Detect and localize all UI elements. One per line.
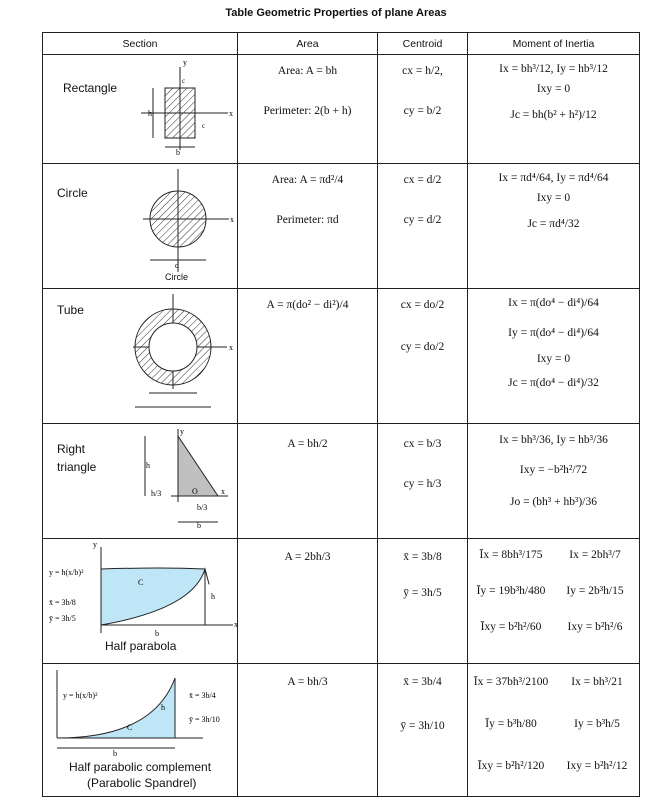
svg-text:b: b bbox=[176, 148, 180, 157]
row-label: Half parabola bbox=[105, 639, 177, 653]
svg-text:c: c bbox=[202, 122, 206, 130]
table-row bbox=[43, 164, 640, 289]
row-label: (Parabolic Spandrel) bbox=[87, 776, 197, 790]
svg-text:y: y bbox=[180, 427, 184, 436]
header-moment: Moment of Inertia bbox=[468, 33, 640, 55]
table-row bbox=[43, 424, 640, 539]
svg-text:x: x bbox=[229, 109, 233, 118]
moment-cell: Ix = π(do⁴ − di⁴)/64 Iy = π(do⁴ − di⁴)/64 Ixy = 0 Jc = π(do⁴ − di⁴)/32 bbox=[468, 289, 640, 424]
svg-text:h: h bbox=[148, 109, 152, 118]
centroid-cell: cx = b/3 cy = h/3 bbox=[378, 424, 468, 539]
section-cell bbox=[43, 539, 238, 664]
area-cell: A = bh/3 bbox=[238, 664, 378, 797]
area-cell: A = π(do² − di²)/4 bbox=[238, 289, 378, 424]
svg-text:d: d bbox=[175, 261, 179, 270]
svg-text:b: b bbox=[113, 749, 117, 758]
centroid-cell: x̄ = 3b/8 ȳ = 3h/5 bbox=[378, 539, 468, 664]
row-label: Tube bbox=[57, 303, 84, 317]
page-title: Table Geometric Properties of plane Areas bbox=[225, 7, 447, 19]
section-cell bbox=[43, 664, 238, 797]
svg-text:y = h(x/b)²: y = h(x/b)² bbox=[49, 568, 84, 577]
centroid-cell: cx = d/2 cy = d/2 bbox=[378, 164, 468, 289]
centroid-cell: cx = h/2, cy = b/2 bbox=[378, 55, 468, 164]
svg-text:b: b bbox=[197, 521, 201, 530]
table-row bbox=[43, 539, 640, 664]
svg-text:h: h bbox=[146, 461, 150, 470]
svg-text:x: x bbox=[221, 487, 225, 496]
rectangle-figure bbox=[43, 55, 237, 163]
svg-text:C: C bbox=[138, 578, 144, 587]
section-cell bbox=[43, 55, 238, 164]
table-row bbox=[43, 289, 640, 424]
row-label: Right bbox=[57, 442, 86, 456]
svg-text:ȳ = 3h/10: ȳ = 3h/10 bbox=[189, 715, 220, 724]
svg-text:ȳ = 3h/5: ȳ = 3h/5 bbox=[49, 614, 76, 623]
header-row bbox=[43, 33, 640, 55]
svg-text:y = h(x/b)²: y = h(x/b)² bbox=[63, 691, 98, 700]
svg-text:h: h bbox=[211, 592, 215, 601]
area-cell: Area: A = πd²/4 Perimeter: πd bbox=[238, 164, 378, 289]
properties-table bbox=[42, 32, 640, 797]
moment-cell: Ix = πd⁴/64, Iy = πd⁴/64 Ixy = 0 Jc = πd⁴/32 bbox=[468, 164, 640, 289]
table-row bbox=[43, 55, 640, 164]
header-centroid: Centroid bbox=[378, 33, 468, 55]
svg-text:x̄ = 3b/8: x̄ = 3b/8 bbox=[49, 598, 76, 607]
area-cell: Area: A = bh Perimeter: 2(b + h) bbox=[238, 55, 378, 164]
svg-text:x: x bbox=[229, 343, 233, 352]
centroid-cell: cx = do/2 cy = do/2 bbox=[378, 289, 468, 424]
triangle-figure bbox=[43, 424, 237, 538]
svg-text:b: b bbox=[155, 629, 159, 638]
svg-text:h/3: h/3 bbox=[151, 489, 162, 498]
svg-text:x: x bbox=[234, 620, 238, 629]
circle-figure bbox=[43, 164, 237, 288]
svg-text:O: O bbox=[192, 487, 198, 496]
tube-figure bbox=[43, 289, 237, 423]
moment-cell: Ix = bh³/12, Iy = hb³/12 Ixy = 0 Jc = bh(b² + h²)/12 bbox=[468, 55, 640, 164]
svg-text:x: x bbox=[230, 215, 234, 224]
moment-cell: Ix = bh³/36, Iy = hb³/36 Ixy = −b²h²/72 Jo = (bh³ + hb³)/36 bbox=[468, 424, 640, 539]
moment-cell: Īx = 37bh³/2100 Ix = bh³/21 Īy = b³h/80 Iy = b³h/5 Īxy = b²h²/120 Ixy = b²h²/12 bbox=[468, 664, 640, 797]
svg-text:b/3: b/3 bbox=[197, 503, 208, 512]
svg-text:c: c bbox=[182, 77, 186, 85]
centroid-cell: x̄ = 3b/4 ȳ = 3h/10 bbox=[378, 664, 468, 797]
header-area: Area bbox=[238, 33, 378, 55]
svg-text:y: y bbox=[183, 58, 187, 67]
area-cell: A = bh/2 bbox=[238, 424, 378, 539]
svg-text:C: C bbox=[127, 723, 133, 732]
svg-text:h: h bbox=[161, 703, 165, 712]
row-label: Circle bbox=[57, 186, 88, 200]
area-cell: A = 2bh/3 bbox=[238, 539, 378, 664]
row-label: Rectangle bbox=[63, 81, 118, 95]
section-cell bbox=[43, 289, 238, 424]
svg-text:x̄ = 3b/4: x̄ = 3b/4 bbox=[189, 691, 216, 700]
section-cell bbox=[43, 164, 238, 289]
table-row bbox=[43, 664, 640, 797]
figure-caption: Circle bbox=[165, 272, 189, 282]
section-cell bbox=[43, 424, 238, 539]
moment-cell: Īx = 8bh³/175 Ix = 2bh³/7 Īy = 19b³h/480 Iy = 2b³h/15 Īxy = b²h²/60 Ixy = b²h²/6 bbox=[468, 539, 640, 664]
svg-text:y: y bbox=[93, 540, 97, 549]
row-label: triangle bbox=[57, 460, 97, 474]
header-section: Section bbox=[43, 33, 238, 55]
row-label: Half parabolic complement bbox=[69, 760, 212, 774]
